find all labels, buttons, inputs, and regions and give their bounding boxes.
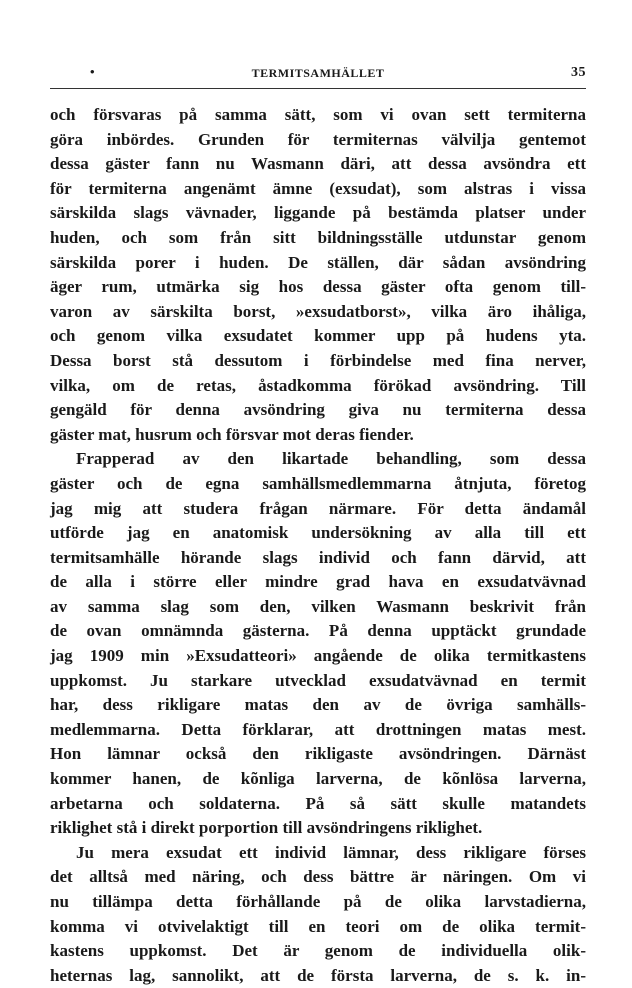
- header-dot: •: [90, 64, 96, 79]
- body-text: [50, 103, 586, 988]
- text-line: huden, och som från sitt bildningsställe utdunstar genom: [50, 227, 586, 247]
- text-line: Ju mera exsudat ett individ lämnar, dess rikligare förses: [76, 842, 586, 862]
- running-header: [50, 64, 586, 82]
- text-line: har, dess rikligare matas den av de övriga samhälls-: [50, 695, 586, 715]
- text-line: och försvaras på samma sätt, som vi ovan sett termiterna: [50, 105, 586, 124]
- text-line: gengäld för denna avsöndring giva nu termiterna dessa: [50, 400, 586, 420]
- text-line: göra inbördes. Grunden för termiternas välvilja gentemot: [50, 129, 586, 149]
- text-line: jag mig att studera frågan närmare. För detta ändamål: [50, 498, 586, 518]
- text-line: vilka, om de retas, åstadkomma förökad avsöndring. Till: [50, 375, 586, 395]
- text-line: nu tillämpa detta förhållande på de olika larvstadierna,: [50, 892, 586, 911]
- text-line: och genom vilka exsudatet kommer upp på hudens yta.: [50, 326, 586, 346]
- text-line: arbetarna och soldaterna. På så sätt skulle matandets: [50, 793, 586, 813]
- text-line: det alltså med näring, och dess bättre är näringen. Om vi: [50, 867, 586, 887]
- text-line: Frapperad av den likartade behandling, som dessa: [76, 449, 586, 469]
- header-rule: [50, 88, 586, 89]
- text-line: kommer hanen, de kõnliga larverna, de kõnlösa larverna,: [50, 769, 586, 789]
- text-line: Hon lämnar också den rikligaste avsöndringen. Därnäst: [50, 744, 586, 764]
- text-line: särskilda porer i huden. De ställen, där sådan avsöndring: [50, 252, 586, 272]
- text-line: av samma slag som den, vilken Wasmann beskrivit från: [50, 596, 586, 616]
- book-page: [50, 64, 586, 988]
- text-line: äger rum, utmärka sig hos dessa gäster ofta genom till-: [50, 277, 586, 297]
- text-line: jag 1909 min »Exsudatteori» angående de olika termitkastens: [50, 646, 586, 666]
- text-line: heternas lag, sannolikt, att de första larverna, de s. k. in-: [50, 965, 586, 985]
- text-line: utförde jag en anatomisk undersökning av alla till ett: [50, 523, 586, 543]
- text-line: varon av särskilta borst, »exsudatborst», vilka äro ihåliga,: [50, 301, 586, 321]
- text-line: dessa gäster fann nu Wasmann däri, att dessa avsöndra ett: [50, 154, 586, 174]
- text-line: de ovan omnämnda gästerna. På denna upptäckt grundade: [50, 621, 586, 641]
- text-line: gäster och de egna samhällsmedlemmarna åtnjuta, företog: [50, 473, 586, 493]
- text-line: komma vi otvivelaktigt till en teori om de olika termit-: [50, 916, 586, 936]
- running-title: TERMITSAMHÄLLET: [251, 66, 385, 80]
- text-line: särskilda slags vävnader, liggande på bestämda platser under: [50, 203, 586, 223]
- text-line: de alla i större eller mindre grad hava en exsudatvävnad: [50, 572, 586, 592]
- text-line: kastens uppkomst. Det är genom de individuella olik-: [50, 941, 586, 961]
- text-line: termitsamhälle hörande slags individ och fann därvid, att: [50, 547, 586, 567]
- text-line: medlemmarna. Detta förklarar, att drottningen matas mest.: [50, 719, 586, 739]
- text-line: riklighet stå i direkt porportion till avsöndringens riklighet.: [50, 818, 483, 838]
- page-number: 35: [571, 65, 586, 80]
- text-line: uppkomst. Ju starkare utvecklad exsudatvävnad en termit: [50, 670, 586, 690]
- text-line: Dessa borst stå dessutom i förbindelse med fina nerver,: [50, 350, 586, 370]
- text-line: gäster mat, husrum och försvar mot deras fiender.: [50, 424, 414, 444]
- text-line: för termiterna angenämt ämne (exsudat), som alstras i vissa: [50, 178, 586, 198]
